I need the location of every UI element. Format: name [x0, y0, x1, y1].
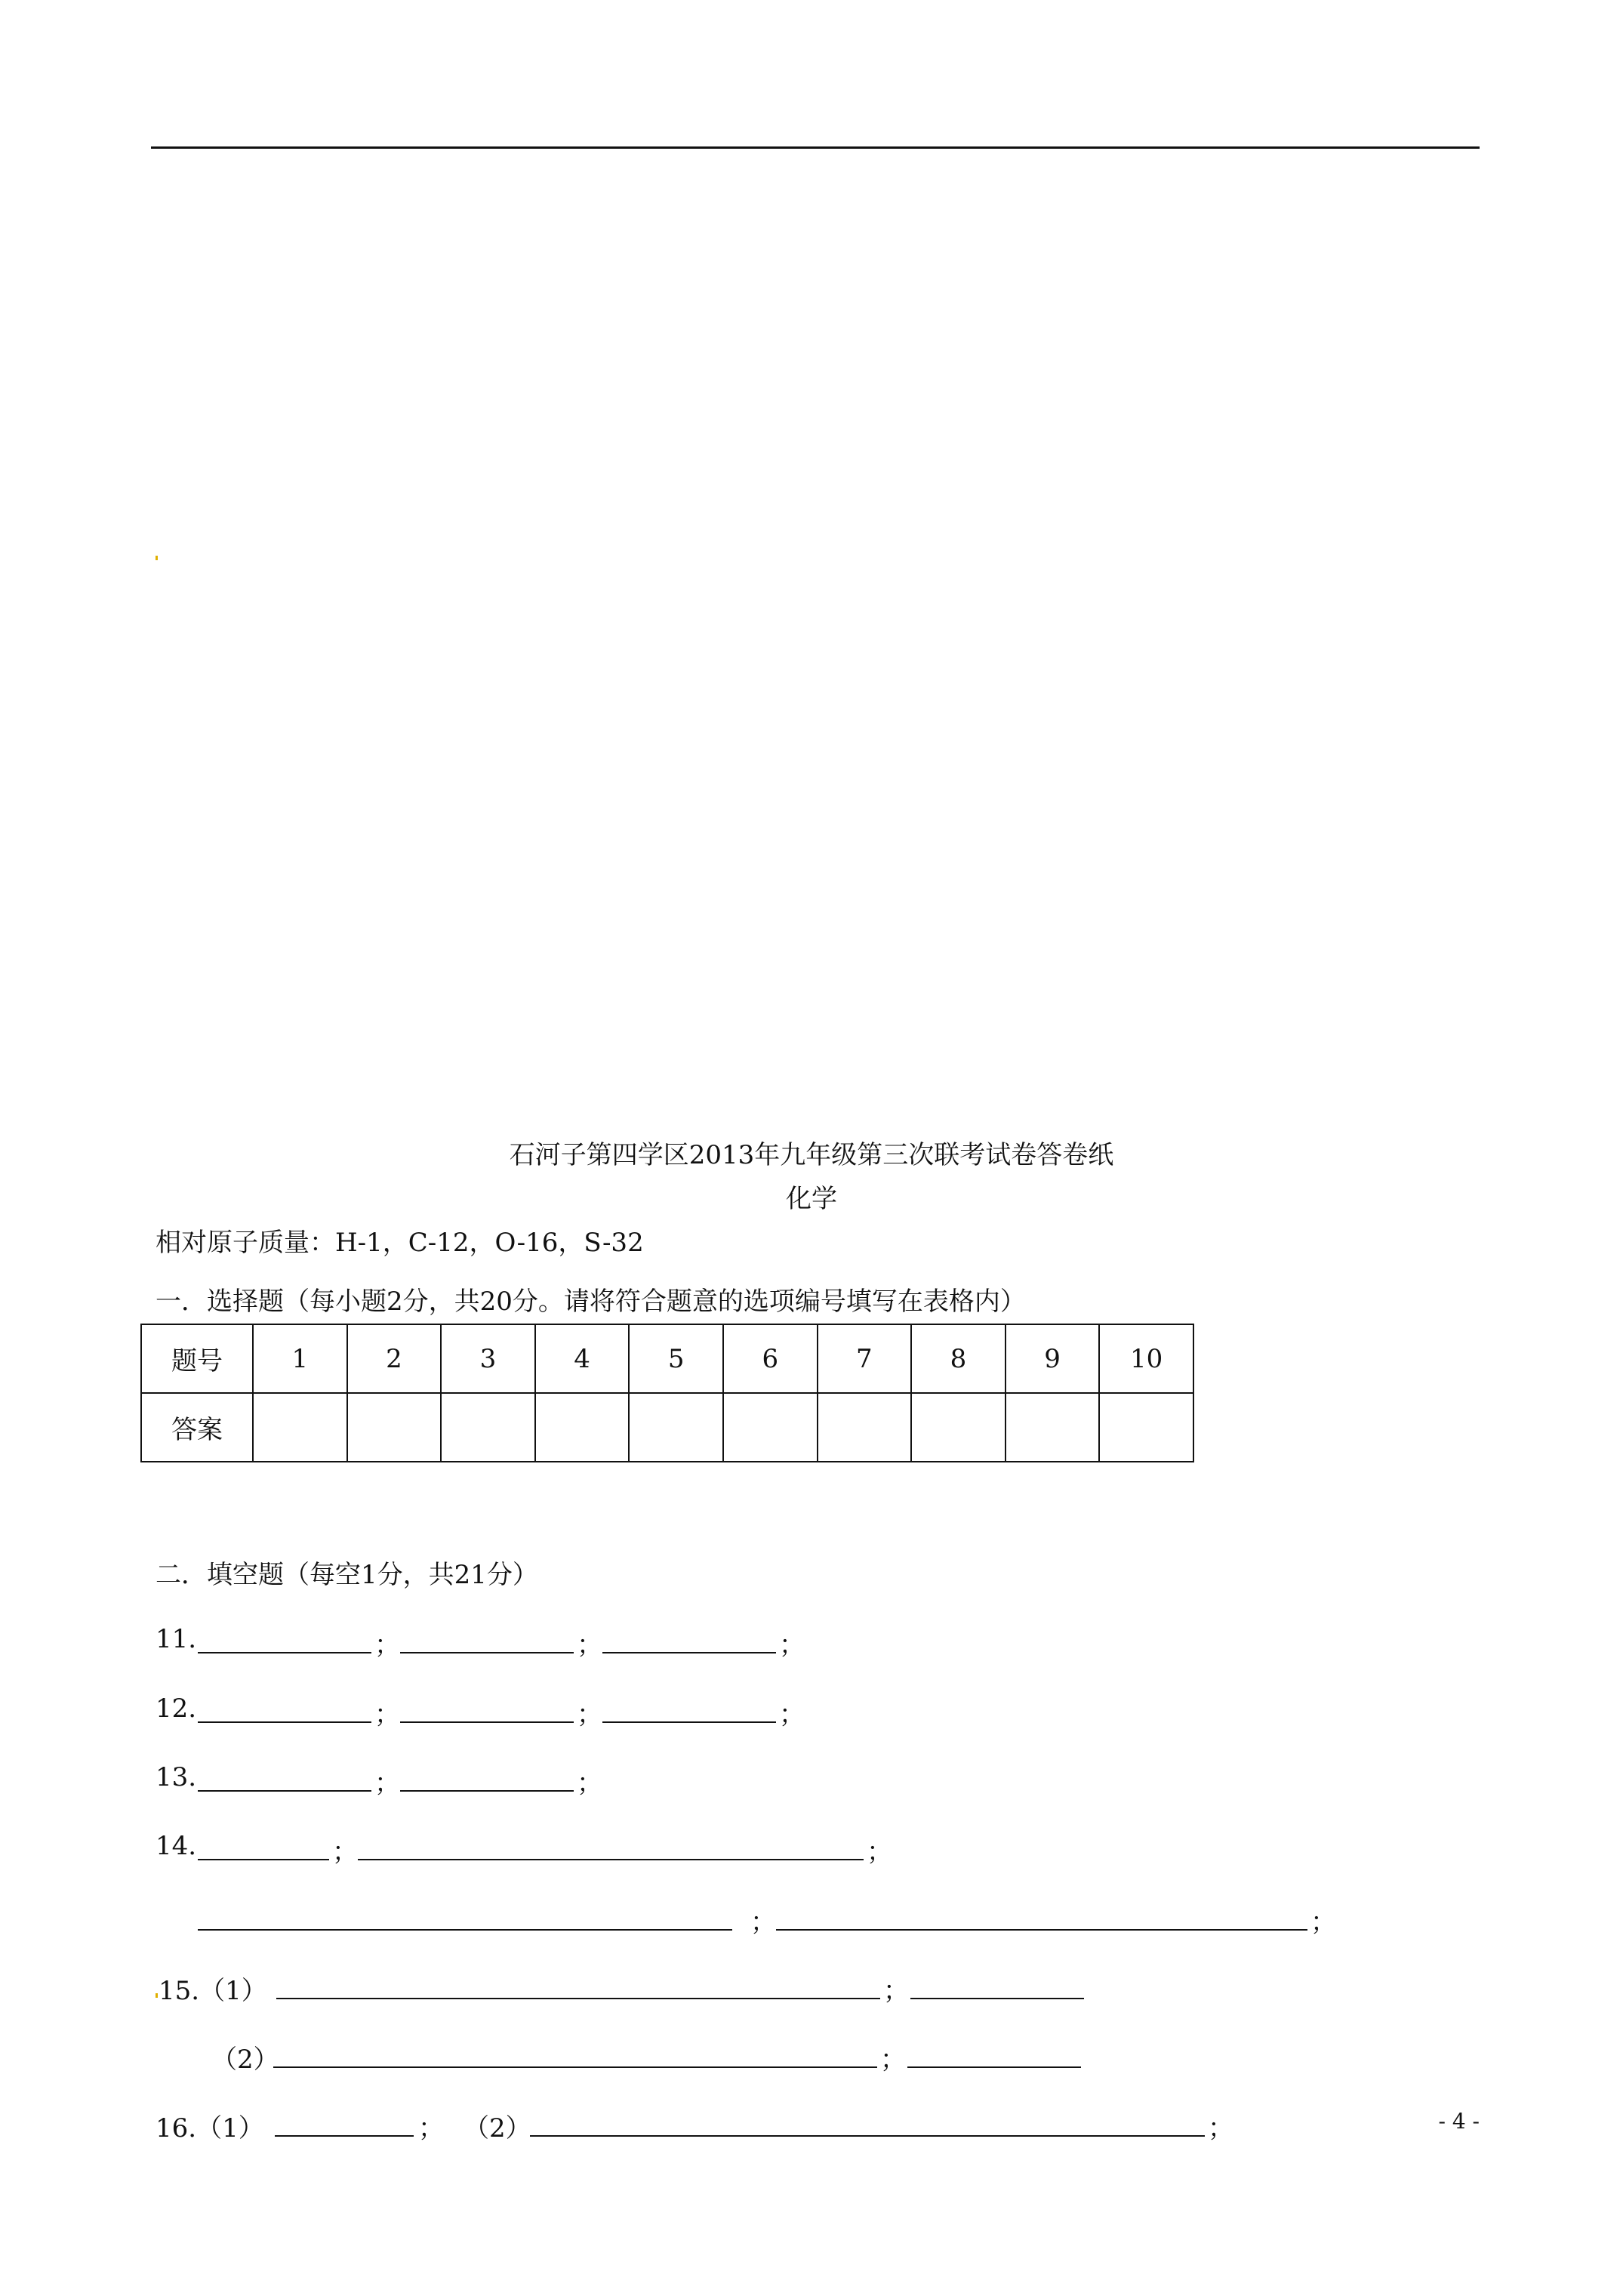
answer-cell[interactable]: [723, 1393, 818, 1462]
subject-title: 化学: [786, 1184, 837, 1214]
q14-blank-4[interactable]: [776, 1929, 1307, 1931]
q12-label: 12.: [156, 1693, 197, 1724]
q13-blank-1[interactable]: [198, 1790, 371, 1792]
separator: ；: [577, 1768, 602, 1798]
page-title: 石河子第四学区2013年九年级第三次联考试卷答卷纸: [509, 1140, 1114, 1170]
section2-heading: 二．填空题（每空1分，共21分）: [156, 1560, 538, 1590]
header-rule: [151, 146, 1480, 149]
question-number-cell: 10: [1099, 1324, 1193, 1393]
q15-1-blank-2[interactable]: [910, 1998, 1084, 1999]
answer-cell[interactable]: [1006, 1393, 1100, 1462]
q15-1-blank-1[interactable]: [276, 1998, 880, 1999]
separator: ；: [332, 1837, 358, 1867]
q15-2-blank-2[interactable]: [907, 2066, 1081, 2068]
q16-2-label: （2）: [463, 2113, 531, 2143]
separator: ；: [1208, 2113, 1233, 2143]
answer-cell[interactable]: [441, 1393, 535, 1462]
q14-blank-3[interactable]: [198, 1929, 732, 1931]
q15-2-label: （2）: [211, 2045, 279, 2075]
separator: ；: [883, 1976, 909, 2006]
question-number-cell: 4: [535, 1324, 630, 1393]
question-number-cell: 2: [347, 1324, 442, 1393]
q11-blank-1[interactable]: [198, 1652, 371, 1653]
question-number-cell: 9: [1006, 1324, 1100, 1393]
answer-cell[interactable]: [1099, 1393, 1193, 1462]
answer-table: [140, 1324, 1194, 1462]
table-row-answers: [141, 1393, 1193, 1462]
separator: ；: [750, 1907, 776, 1937]
q14-label: 14.: [156, 1831, 197, 1861]
q12-blank-1[interactable]: [198, 1721, 371, 1723]
section1-heading: 一．选择题（每小题2分，共20分。请将符合题意的选项编号填写在表格内）: [156, 1287, 1026, 1317]
separator: ；: [577, 1630, 602, 1660]
question-number-cell: 8: [911, 1324, 1006, 1393]
q14-blank-1[interactable]: [198, 1859, 329, 1860]
question-number-cell: 5: [629, 1324, 723, 1393]
question-number-cell: 6: [723, 1324, 818, 1393]
separator: ；: [374, 1768, 400, 1798]
question-number-cell: 1: [253, 1324, 347, 1393]
separator: ；: [374, 1700, 400, 1730]
q15-2-blank-1[interactable]: [273, 2066, 877, 2068]
separator: ；: [779, 1700, 805, 1730]
answer-cell[interactable]: [911, 1393, 1006, 1462]
q14-blank-2[interactable]: [358, 1859, 864, 1860]
table-header-answer: 答案: [141, 1393, 253, 1462]
question-number-cell: 7: [818, 1324, 912, 1393]
q12-blank-2[interactable]: [400, 1721, 574, 1723]
separator: ；: [779, 1630, 805, 1660]
stray-mark: [156, 556, 158, 560]
q13-label: 13.: [156, 1762, 197, 1792]
separator: ；: [867, 1837, 892, 1867]
page-number: - 4 -: [1438, 2109, 1480, 2134]
separator: ；: [577, 1700, 602, 1730]
answer-cell[interactable]: [818, 1393, 912, 1462]
separator: ；: [374, 1630, 400, 1660]
stray-mark: [156, 1993, 158, 1998]
q11-blank-3[interactable]: [602, 1652, 776, 1653]
answer-cell[interactable]: [347, 1393, 442, 1462]
table-header-number: 题号: [141, 1324, 253, 1393]
q11-label: 11.: [156, 1624, 197, 1654]
separator: ；: [880, 2045, 906, 2075]
q16-1-blank[interactable]: [275, 2135, 414, 2137]
separator: ；: [1310, 1907, 1336, 1937]
answer-cell[interactable]: [535, 1393, 630, 1462]
separator: ；: [418, 2113, 444, 2143]
answer-cell[interactable]: [629, 1393, 723, 1462]
q12-blank-3[interactable]: [602, 1721, 776, 1723]
question-number-cell: 3: [441, 1324, 535, 1393]
atomic-mass-line: 相对原子质量：H-1，C-12，O-16，S-32: [156, 1228, 644, 1258]
q13-blank-2[interactable]: [400, 1790, 574, 1792]
answer-cell[interactable]: [253, 1393, 347, 1462]
table-row-numbers: [141, 1324, 1193, 1393]
q15-label: 15.（1）: [159, 1976, 267, 2006]
q16-2-blank[interactable]: [530, 2135, 1205, 2137]
q16-label: 16.（1）: [156, 2113, 264, 2143]
q11-blank-2[interactable]: [400, 1652, 574, 1653]
